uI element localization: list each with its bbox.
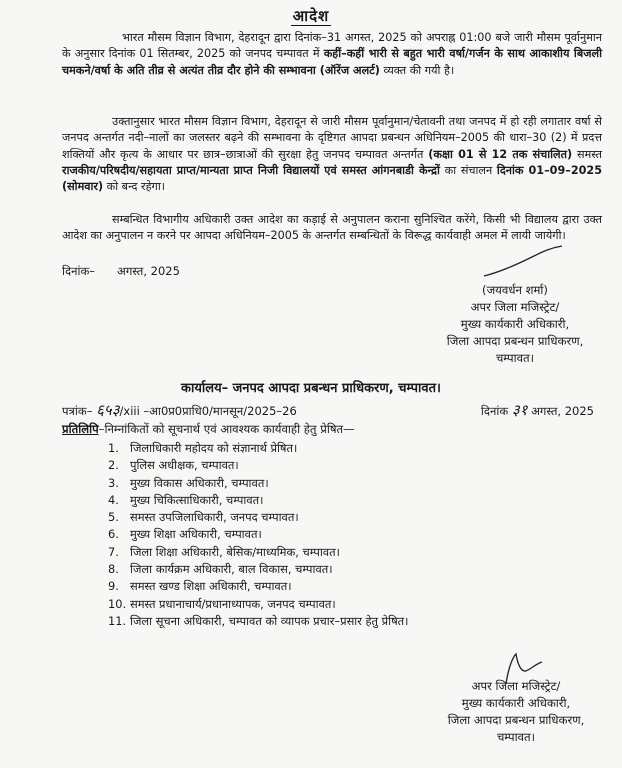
list-item	[108, 526, 409, 543]
list-item-text: जिला कार्यक्रम अधिकारी, बाल विकास, चम्पावत।	[130, 562, 333, 577]
list-item-number: 4.	[108, 492, 119, 507]
list-item-number: 5.	[108, 510, 119, 525]
list-item	[108, 457, 409, 474]
signature-block-1: (जयवर्धन शर्मा) अपर जिला मजिस्ट्रेट/ मुख्य कार्यकारी अधिकारी, जिला आपदा प्रबन्धन प्राधिकरण, चम्पावत।	[446, 283, 584, 365]
order-date-line: दिनांक– अगस्त, 2025	[62, 264, 180, 278]
list-item	[108, 613, 409, 630]
list-item-number: 11.	[108, 613, 127, 628]
list-item-number: 3.	[108, 475, 119, 490]
handwritten-ref-number: ६५३	[96, 401, 120, 419]
list-item-text: जिला शिक्षा अधिकारी, बेसिक/माध्यमिक, चम्पावत।	[130, 544, 340, 559]
list-item-text: मुख्य चिकित्साधिकारी, चम्पावत।	[130, 492, 264, 507]
list-item-number: 1.	[108, 441, 119, 455]
list-item	[108, 544, 409, 561]
reference-line: पत्रांक– ६५३/xiii –आ0प्र0प्राधि0/मानसून/2025–26 दिनांक ३१ अगस्त, 2025	[62, 401, 594, 419]
list-item-text: जिलाधिकारी महोदय को संज्ञानार्थ प्रेषित।	[130, 441, 298, 455]
list-item	[108, 596, 409, 613]
copy-heading: प्रतिलिपि–निम्नांकितों को सूचनार्थ एवं आवश्यक कार्यवाही हेतु प्रेषित—	[62, 422, 355, 436]
list-item	[108, 578, 409, 595]
list-item-number: 2.	[108, 458, 119, 473]
list-item	[108, 440, 409, 457]
reference-date: दिनांक ३१ अगस्त, 2025	[480, 401, 594, 419]
list-item-text: समस्त प्रधानाचार्य/प्रधानाध्यापक, जनपद चम्पावत।	[130, 596, 336, 611]
list-item	[108, 561, 409, 578]
handwritten-date-day: ३१	[511, 401, 528, 419]
list-item-number: 10.	[108, 596, 127, 611]
signature-block-2: अपर जिला मजिस्ट्रेट/ मुख्य कार्यकारी अधिकारी, जिला आपदा प्रबन्धन प्राधिकरण, चम्पावत।	[447, 679, 585, 744]
list-item-number: 6.	[108, 527, 119, 542]
order-paragraph-1: भारत मौसम विज्ञान विभाग, देहरादून द्वारा दिनांक–31 अगस्त, 2025 को अपराह्न 01:00 बजे जारी मौसम पूर्वानुमान के अनुसार दिनांक 01 सितम्बर, 2025 को जनपद चम्पावत में कहीं–कहीं भारी से बहुत भारी वर्षा/गर्जन के साथ आकाशीय बिजली चमकने/वर्षा के अति तीव्र से अत्यंत तीव्र दौर होने की सम्भावना (ऑरेंज अलर्ट) व्यक्त की गयी है।	[62, 31, 602, 77]
list-item	[108, 492, 409, 509]
list-item-number: 8.	[108, 562, 119, 577]
list-item-number: 9.	[108, 579, 119, 594]
list-item	[108, 475, 409, 492]
list-item-text: पुलिस अधीक्षक, चम्पावत।	[130, 458, 239, 473]
list-item-text: जिला सूचना अधिकारी, चम्पावत को व्यापक प्रचार–प्रसार हेतु प्रेषित।	[130, 613, 409, 628]
list-item-text: समस्त खण्ड शिक्षा अधिकारी, चम्पावत।	[130, 579, 292, 594]
signature-scribble	[478, 242, 568, 282]
office-heading: कार्यालय– जनपद आपदा प्रबन्धन प्राधिकरण, चम्पावत।	[181, 381, 441, 396]
list-item-text: मुख्य विकास अधिकारी, चम्पावत।	[130, 475, 269, 490]
list-item	[108, 509, 409, 526]
list-item-text: मुख्य शिक्षा अधिकारी, चम्पावत।	[130, 527, 262, 542]
order-title: आदेश	[292, 7, 330, 25]
order-paragraph-2: उक्तानुसार भारत मौसम विज्ञान विभाग, देहरादून से जारी मौसम पूर्वानुमान/चेतावनी तथा जनपद में हो रही लगातार वर्षा से जनपद अन्तर्गत नदी–नालों का जलस्तर बढ़ने की सम्भावना के दृष्टिगत आपदा प्रबन्धन अधिनियम–2005 की धारा–30 (2) में प्रदत्त शक्तियों और कृत्य के आधार पर छात्र–छात्राओं की सुरक्षा हेतु जनपद चम्पावत अन्तर्गत (कक्षा 01 से 12 तक संचालित) समस्त राजकीय/परिषदीय/सहायता प्राप्त/मान्यता प्राप्त निजी विद्यालयों एवं समस्त आंगनबाडी केन्द्रों का संचालन दिनांक 01–09–2025 (सोमवार) को बन्द रहेगा।	[62, 115, 602, 194]
order-paragraph-3: सम्बन्धित विभागीय अधिकारी उक्त आदेश का कड़ाई से अनुपालन कराना सुनिश्चित करेंगे, किसी भी विद्यालय द्वारा उक्त आदेश का अनुपालन न करने पर आपदा अधिनियम–2005 के अन्तर्गत सम्बन्धितों के विरूद्ध कार्यवाही अमल में लायी जायेगी।	[62, 213, 602, 243]
copy-recipient-list	[108, 440, 409, 630]
list-item-number: 7.	[108, 544, 119, 559]
list-item-text: समस्त उपजिलाधिकारी, जनपद चम्पावत।	[130, 510, 299, 525]
